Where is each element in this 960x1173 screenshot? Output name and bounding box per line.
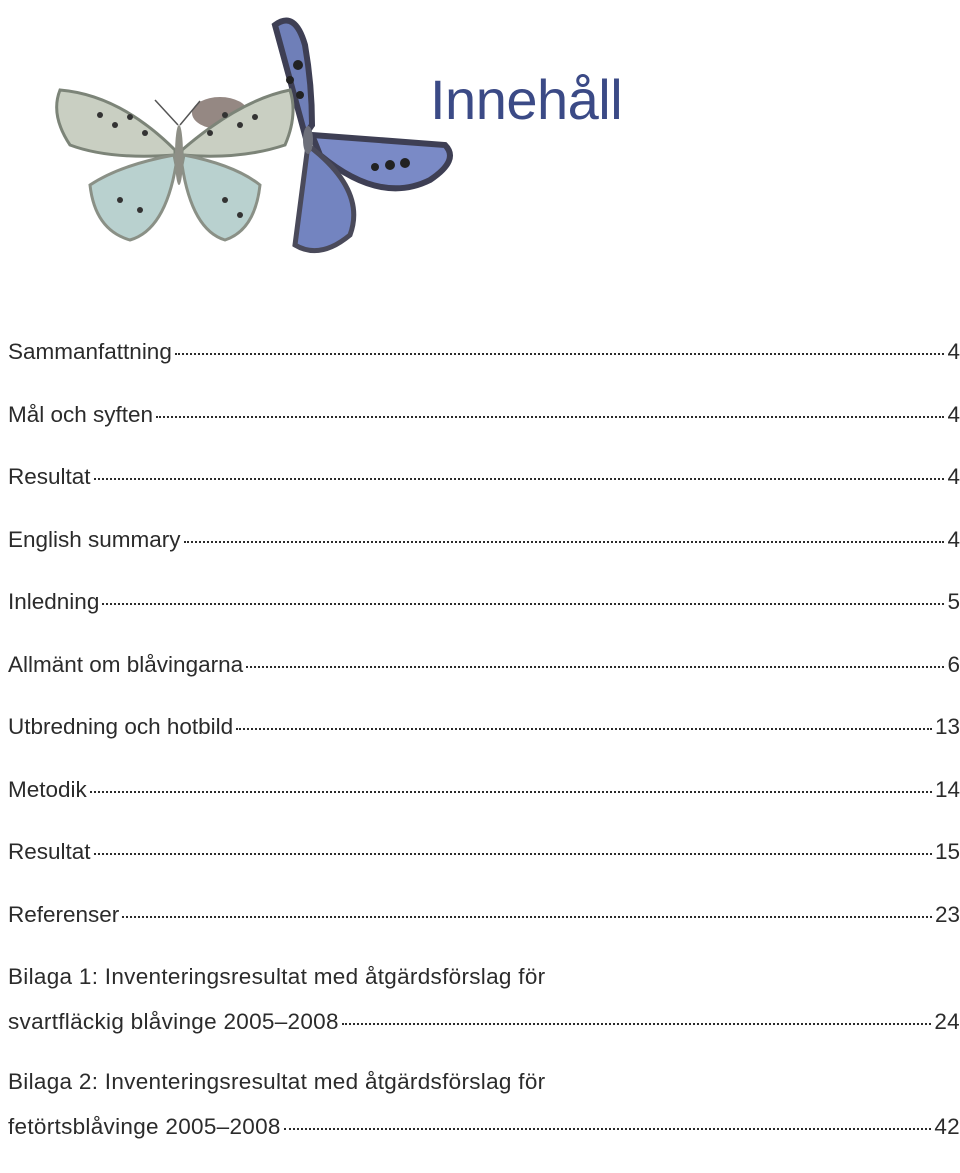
toc-entry-label: Allmänt om blåvingarna (8, 651, 244, 677)
toc-entry[interactable] (8, 713, 960, 776)
toc-entry-page: 14 (934, 776, 960, 802)
dot-leader (284, 1128, 932, 1130)
toc-appendix-title: Bilaga 1: Inventeringsresultat med åtgärdsförslag för (8, 964, 546, 989)
toc-entry-page: 42 (934, 1114, 960, 1139)
toc-appendix-subtitle: svartfläckig blåvinge 2005–2008 (8, 1009, 339, 1034)
toc-entry[interactable] (8, 401, 960, 464)
pale-butterfly-icon (57, 90, 293, 240)
toc-entry-page: 4 (947, 464, 960, 489)
toc-entry-page: 4 (947, 339, 960, 364)
dot-leader (342, 1023, 932, 1025)
toc-entry[interactable] (8, 901, 960, 964)
toc-appendix-entry[interactable] (8, 1068, 960, 1173)
dot-leader (236, 728, 932, 730)
toc-entry-page: 5 (947, 589, 960, 614)
toc-entry-label: Utbredning och hotbild (8, 714, 234, 739)
toc-entry-page: 24 (934, 1009, 960, 1034)
dot-leader (94, 853, 932, 855)
toc-entry[interactable] (8, 338, 960, 401)
dot-leader (94, 478, 945, 480)
toc-entry-page: 13 (934, 714, 960, 739)
toc-entry-page: 4 (947, 401, 960, 427)
toc-entry-label: Resultat (8, 464, 91, 489)
toc-entry-page: 6 (947, 651, 960, 677)
toc-entry[interactable] (8, 838, 960, 901)
toc-entry-label: Sammanfattning (8, 339, 172, 364)
toc-appendix-subtitle: fetörtsblåvinge 2005–2008 (8, 1114, 281, 1139)
dot-leader (175, 353, 945, 355)
toc-entry[interactable] (8, 651, 960, 714)
toc-entry-label: Metodik (8, 776, 87, 802)
dot-leader (184, 541, 945, 543)
butterflies-illustration (50, 5, 460, 260)
toc-entry-page: 15 (934, 839, 960, 864)
toc-entry[interactable] (8, 776, 960, 839)
table-of-contents (8, 338, 960, 1173)
page-title: Innehåll (430, 68, 623, 131)
toc-entry-label: English summary (8, 526, 181, 552)
toc-entry[interactable] (8, 526, 960, 589)
toc-entry[interactable] (8, 588, 960, 651)
toc-appendix-title: Bilaga 2: Inventeringsresultat med åtgärdsförslag för (8, 1069, 546, 1094)
toc-entry-page: 23 (934, 901, 960, 927)
dot-leader (246, 666, 944, 668)
toc-entry-label: Mål och syften (8, 401, 154, 427)
dot-leader (102, 603, 944, 605)
toc-entry[interactable] (8, 463, 960, 526)
dot-leader (122, 916, 932, 918)
toc-entry-label: Referenser (8, 901, 120, 927)
toc-entry-page: 4 (947, 526, 960, 552)
toc-entry-label: Resultat (8, 839, 91, 864)
toc-entry-label: Inledning (8, 589, 100, 614)
dot-leader (156, 416, 944, 418)
toc-appendix-entry[interactable] (8, 963, 960, 1068)
dot-leader (90, 791, 932, 793)
